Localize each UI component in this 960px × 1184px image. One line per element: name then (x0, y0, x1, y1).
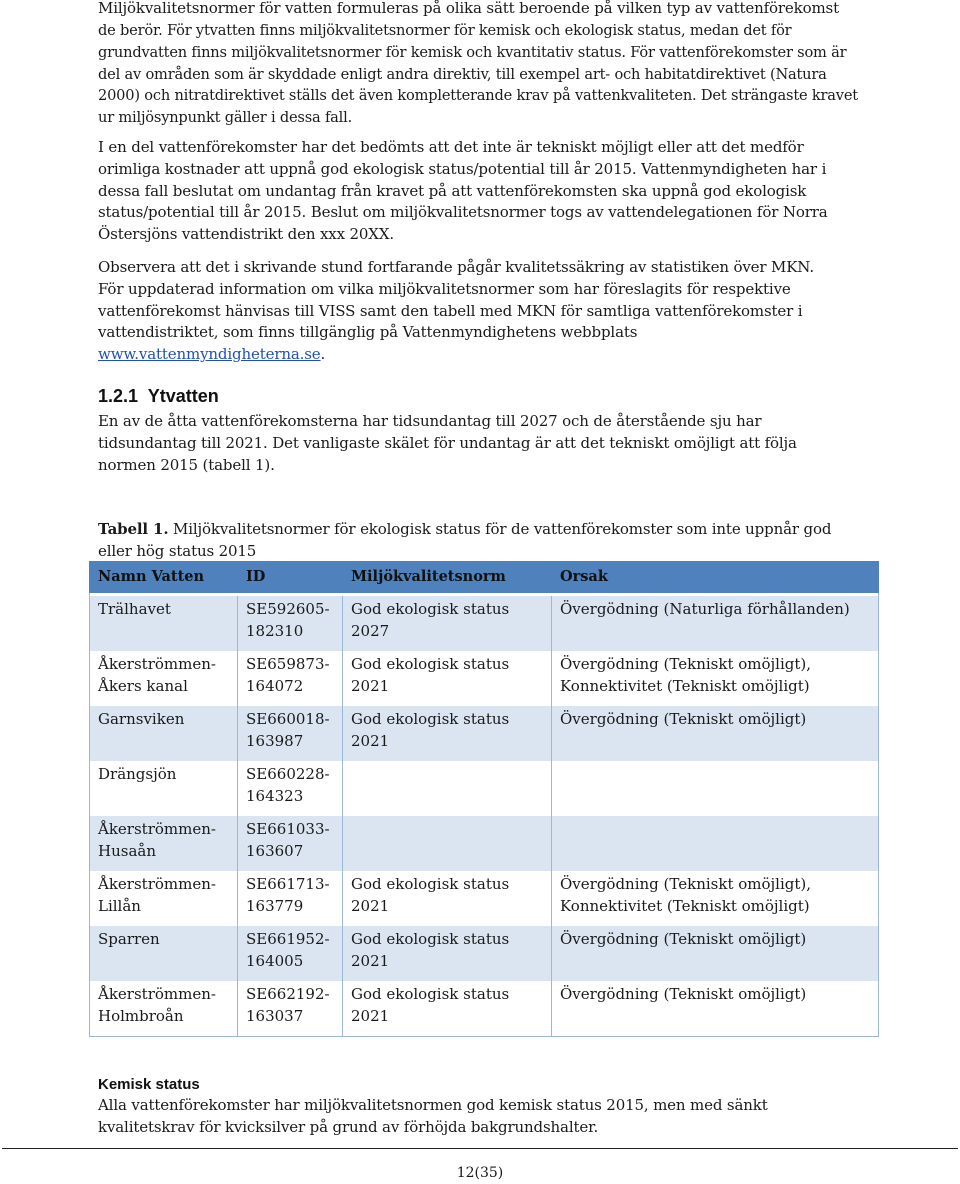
cell-id: SE662192-163037 (238, 981, 343, 1037)
header-id: ID (238, 562, 343, 593)
cell-id: SE661952-164005 (238, 926, 343, 981)
table-caption (98, 519, 838, 563)
cell-norm: God ekologisk status 2021 (343, 651, 552, 706)
cell-name: Drängsjön (90, 761, 238, 816)
table-header-row (90, 562, 879, 593)
environmental-quality-norms-table (89, 561, 879, 1037)
cell-norm (343, 816, 552, 871)
cell-id: SE659873-164072 (238, 651, 343, 706)
intro-paragraph: de berör. För ytvatten finns miljökvalitetsnormer för kemisk och ekologisk status, medan det för grundvatten finns miljökvalitetsnormer för kemisk och kvantitativ status. För vattenförekomster som är del av områden som är skyddade enligt andra direktiv, till exempel art- och habitatdirektivet (Natura 2000) och nitratdirektivet ställs det även kompletterande krav på vattenkvaliteten. Det strängaste kravet ur miljösynpunkt gäller i dessa fall. (98, 22, 858, 127)
cell-reason: Övergödning (Naturliga förhållanden) (552, 596, 879, 651)
cell-name: Sparren (90, 926, 238, 981)
cell-norm: God ekologisk status 2021 (343, 981, 552, 1037)
cell-norm: God ekologisk status 2021 (343, 871, 552, 926)
table-row (90, 596, 879, 651)
table-row (90, 651, 879, 706)
cell-id: SE660228-164323 (238, 761, 343, 816)
header-name: Namn Vatten (90, 562, 238, 593)
cell-reason: Övergödning (Tekniskt omöjligt), Konnektivitet (Tekniskt omöjligt) (552, 871, 879, 926)
table-row (90, 706, 879, 761)
table-caption-text: Miljökvalitetsnormer för ekologisk status för de vattenförekomster som inte uppnår god eller hög status 2015 (98, 520, 832, 560)
table-row (90, 981, 879, 1037)
cell-name: Åkerströmmen-Lillån (90, 871, 238, 926)
cell-id: SE592605-182310 (238, 596, 343, 651)
table-row (90, 816, 879, 871)
cell-reason: Övergödning (Tekniskt omöjligt) (552, 981, 879, 1037)
cell-reason (552, 761, 879, 816)
cell-name: Garnsviken (90, 706, 238, 761)
cell-id: SE660018-163987 (238, 706, 343, 761)
header-reason: Orsak (552, 562, 879, 593)
cell-name: Åkerströmmen-Husaån (90, 816, 238, 871)
header-norm: Miljökvalitetsnorm (343, 562, 552, 593)
cell-reason (552, 816, 879, 871)
cell-norm: God ekologisk status 2021 (343, 926, 552, 981)
chemical-status-heading: Kemisk status (98, 1076, 200, 1093)
vattenmyndigheterna-link[interactable]: www.vattenmyndigheterna.se (98, 345, 321, 364)
cell-name: Trälhavet (90, 596, 238, 651)
footer-rule (2, 1148, 958, 1149)
cell-norm: God ekologisk status 2021 (343, 706, 552, 761)
table-row (90, 761, 879, 816)
exemption-paragraph: I en del vattenförekomster har det bedömts att det inte är tekniskt möjligt eller att det medför orimliga kostnader att uppnå god ekologisk status/potential till år 2015. Vattenmyndigheten har i dessa fall beslutat om undantag från kravet på att vattenförekomsten ska uppnå god ekologisk status/potential till år 2015. Beslut om miljökvalitetsnormer togs av vattendelegationen för Norra Östersjöns vattendistrikt den xxx 20XX. (98, 138, 828, 244)
table-row (90, 871, 879, 926)
table-row (90, 926, 879, 981)
intro-first-line: Miljökvalitetsnormer för vatten formuleras på olika sätt beroende på vilken typ av vattenförekomst (98, 0, 839, 17)
cell-name: Åkerströmmen-Åkers kanal (90, 651, 238, 706)
cell-id: SE661713-163779 (238, 871, 343, 926)
observation-paragraph (98, 257, 833, 366)
section-heading-ytvatten: 1.2.1 Ytvatten (98, 386, 219, 406)
cell-id: SE661033-163607 (238, 816, 343, 871)
cell-reason: Övergödning (Tekniskt omöjligt), Konnektivitet (Tekniskt omöjligt) (552, 651, 879, 706)
cell-norm: God ekologisk status 2027 (343, 596, 552, 651)
cell-name: Åkerströmmen-Holmbroån (90, 981, 238, 1037)
observation-period: . (320, 345, 326, 364)
page-number: 12(35) (456, 1165, 504, 1181)
cell-reason: Övergödning (Tekniskt omöjligt) (552, 706, 879, 761)
cell-norm (343, 761, 552, 816)
table-caption-label: Tabell 1. (98, 520, 169, 538)
observation-text: Observera att det i skrivande stund fortfarande pågår kvalitetssäkring av statistiken över MKN. För uppdaterad information om vilka miljökvalitetsnormer som har föreslagits för respektive vattenförekomst hänvisas till VISS samt den tabell med MKN för samtliga vattenförekomster i vattendistriktet, som finns tillgänglig på Vattenmyndighetens webbplats (98, 258, 814, 342)
ytvatten-paragraph: En av de åtta vattenförekomsterna har tidsundantag till 2027 och de återstående sju har tidsundantag till 2021. Det vanligaste skälet för undantag är att det tekniskt omöjligt att följa normen 2015 (tabell 1). (98, 412, 797, 474)
chemical-status-paragraph: Alla vattenförekomster har miljökvalitetsnormen god kemisk status 2015, men med sänkt kvalitetskrav för kvicksilver på grund av förhöjda bakgrundshalter. (98, 1096, 768, 1136)
cell-reason: Övergödning (Tekniskt omöjligt) (552, 926, 879, 981)
